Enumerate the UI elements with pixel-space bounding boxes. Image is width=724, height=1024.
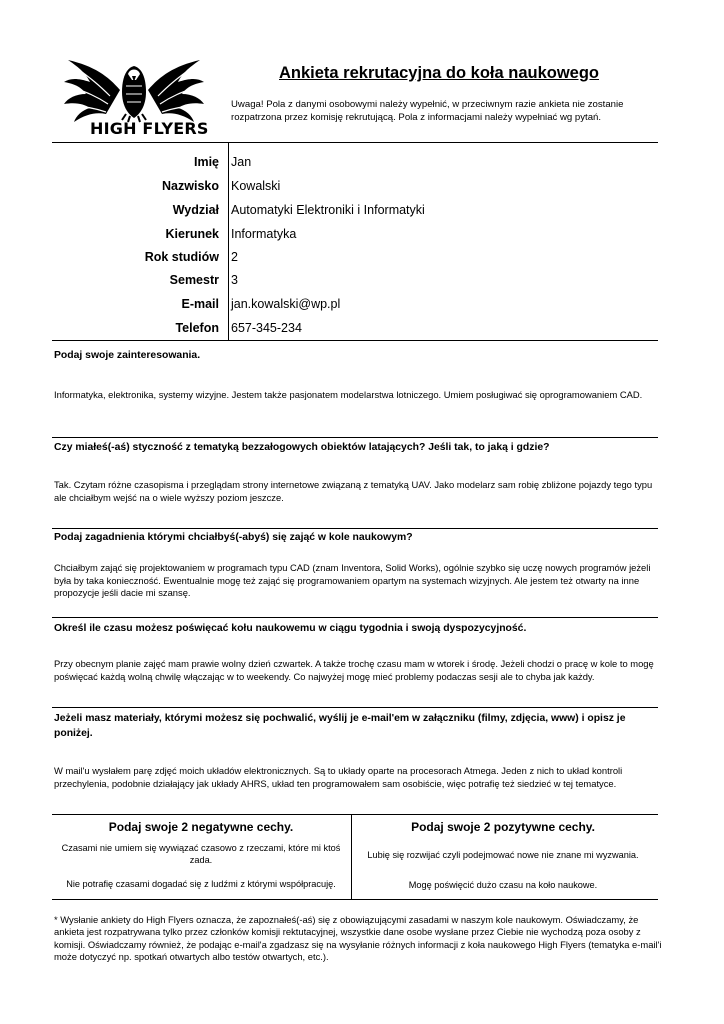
field-divider: [228, 143, 229, 340]
answer-interests[interactable]: Informatyka, elektronika, systemy wizyjne. Jestem także pasjonatem modelarstwa lotniczego. Umiem posługiwać się oprogramowaniem CAD.: [54, 389, 643, 400]
divider: [52, 899, 658, 900]
divider: [52, 707, 658, 708]
field-label: Wydział: [172, 203, 219, 217]
field-label: Semestr: [169, 273, 219, 287]
positive-traits-heading: Podaj swoje 2 pozytywne cechy.: [411, 820, 595, 834]
positive-traits-column: [354, 814, 652, 890]
question-topics: Podaj zagadnienia którymi chciałbyś(-abyś) się zająć w kole naukowym?: [54, 532, 413, 543]
field-value[interactable]: 3: [231, 273, 238, 287]
field-value[interactable]: Informatyka: [231, 227, 297, 241]
field-value[interactable]: jan.kowalski@wp.pl: [231, 297, 341, 311]
question-materials: Jeżeli masz materiały, którymi możesz się pochwalić, wyślij je e-mail'em w załączniku (filmy, zdjęcia, www) i opisz je poniżej.: [54, 713, 626, 739]
field-label: Rok studiów: [144, 250, 219, 264]
field-value[interactable]: 657-345-234: [231, 321, 302, 335]
negative-traits-column: [52, 814, 350, 889]
negative-traits-heading: Podaj swoje 2 negatywne cechy.: [108, 820, 294, 834]
negative-trait[interactable]: Nie potrafię czasami dogadać się z ludźmi z którymi współpracuję.: [66, 879, 336, 889]
question-uav-experience: Czy miałeś(-aś) styczność z tematyką bezzałogowych obiektów latających? Jeśli tak, to jaką i gdzie?: [54, 442, 550, 453]
traits-table: [52, 814, 658, 900]
field-label: E-mail: [181, 297, 219, 311]
column-divider: [351, 814, 352, 900]
divider: [52, 142, 658, 143]
notice-text: Uwaga! Pola z danymi osobowymi należy wypełnić, w przeciwnym razie ankieta nie zostanie rozpatrzona przez komisję rekrutującą. Pola z informacjami należy wypełniać wg pytań.: [231, 99, 624, 123]
question-interests: Podaj swoje zainteresowania.: [54, 350, 201, 361]
divider: [52, 617, 658, 618]
field-value[interactable]: 2: [231, 250, 238, 264]
negative-trait[interactable]: Czasami nie umiem się wywiązać czasowo z rzeczami, które mi ktoś zada.: [61, 843, 341, 865]
footer-note: * Wysłanie ankiety do High Flyers oznacza, że zapoznałeś(-aś) się z obowiązującymi zasadami w naszym kole naukowym. Oświadczamy, że ankieta jest rozpatrywana tylko przez członków komisji rektutacyjnej, wszystkie dane osobe wysłane przez Ciebie nie wychodzą poza osoby z komisji. Oświadczamy również, że podając e-mail'a zgadzasz się na wysyłanie różnych informacji z koła naukowego High Flyers (tematyka e-mail'i może dotyczyć np. spotkań otwartych albo testów otwartych, etc.).: [54, 914, 662, 963]
answer-availability[interactable]: Przy obecnym planie zajęć mam prawie wolny dzień czwartek. A także trochę czasu mam w wtorek i środę. Jeżeli chodzi o pracę w kole to mogę poświęcać każdą wolną chwilę włączając w to weekendy. Co najwyżej mogę mieć problemy podaczas sesji ale to chyba jak każdy.: [54, 658, 654, 682]
field-label: Kierunek: [165, 227, 219, 241]
answer-uav-experience[interactable]: Tak. Czytam różne czasopisma i przeglądam strony internetowe związaną z tematyką UAV. Jako modelarz sam robię zbliżone pojazdy tego typu ale chciałbym wejść na o wiele wyższy poziom jeszcze.: [54, 479, 653, 503]
answer-topics[interactable]: Chciałbym zająć się projektowaniem w programach typu CAD (znam Inventora, Solid Works), ogólnie szybko się uczę nowych programów jeżeli była by taka konieczność. Ewentualnie mogę też zająć się programowaniem opartym na systemach wizyjnych. Ale jestem też otwarty na inne propozycje jeśli dacie mi szansę.: [54, 562, 651, 598]
page-title: Ankieta rekrutacyjna do koła naukowego: [279, 64, 600, 82]
field-value[interactable]: Kowalski: [231, 179, 281, 193]
divider: [52, 528, 658, 529]
field-label: Nazwisko: [162, 179, 219, 193]
field-label: Telefon: [175, 321, 219, 335]
divider: [52, 340, 658, 341]
positive-trait[interactable]: Mogę poświęcić dużo czasu na koło naukowe.: [408, 880, 598, 890]
divider: [52, 437, 658, 438]
question-availability: Określ ile czasu możesz poświęcać kołu naukowemu w ciągu tygodnia i swoją dyspozycyjność.: [54, 623, 527, 634]
positive-trait[interactable]: Lubię się rozwijać czyli podejmować nowe nie znane mi wyzwania.: [367, 850, 639, 860]
field-value[interactable]: Automatyki Elektroniki i Informatyki: [231, 203, 425, 217]
field-value[interactable]: Jan: [231, 155, 252, 169]
logo-text: HIGH FLYERS: [90, 119, 209, 138]
field-label: Imię: [193, 155, 219, 169]
answer-materials[interactable]: W mail'u wysłałem parę zdjęć moich układów elektronicznych. Są to układy oparte na procesorach Atmega. Jeden z nich to układ kontroli przechylenia, podobnie działający jak układy AHRS, układ ten programowałem sam osobiście, więc potrafię też siedzieć w tej tematyce.: [54, 765, 623, 789]
